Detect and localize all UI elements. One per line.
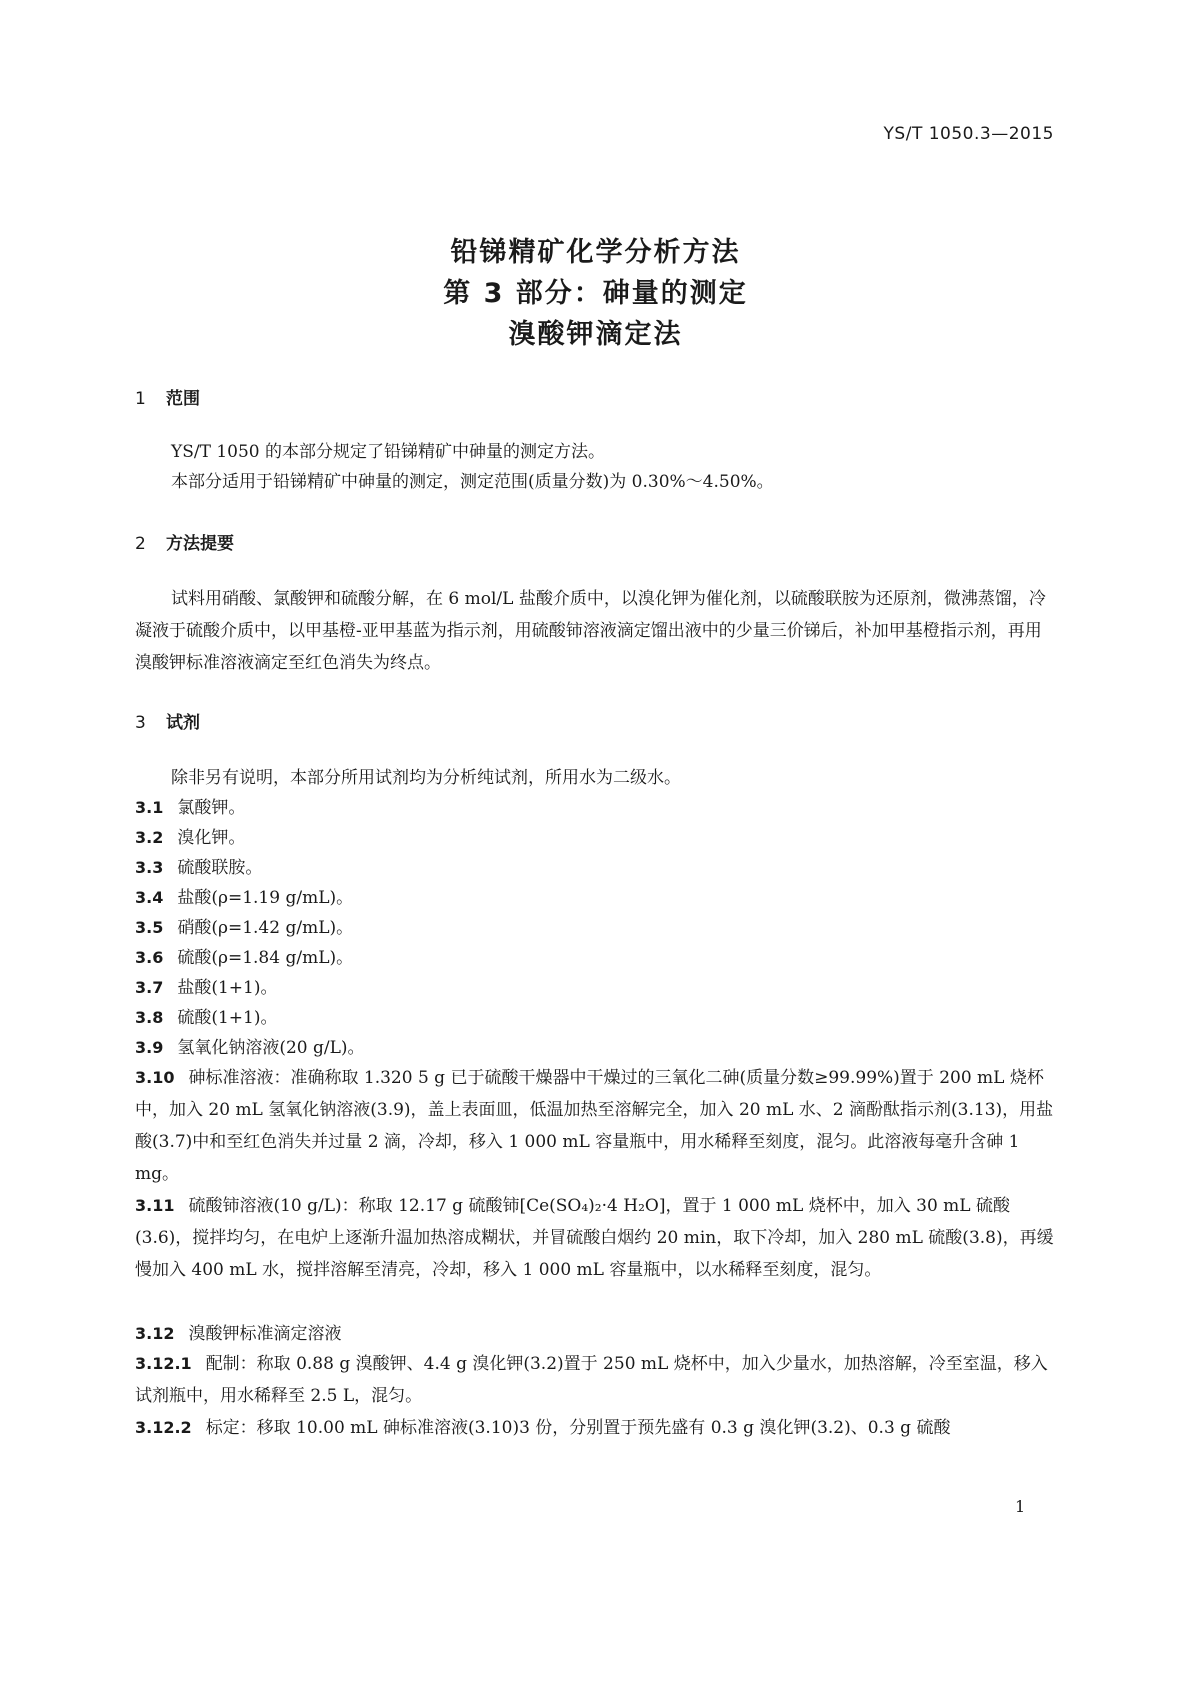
- item-label: 3.4: [135, 888, 164, 907]
- reagents-intro: 除非另有说明，本部分所用试剂均为分析纯试剂，所用水为二级水。: [171, 768, 681, 788]
- item-text: 硫酸(1+1)。: [177, 1008, 278, 1028]
- document-title: 铅锑精矿化学分析方法: [450, 237, 741, 268]
- item-text: 氯酸钾。: [177, 798, 246, 818]
- reagent-item-cerium-sulfate: [135, 1190, 1057, 1286]
- section-number: 2: [135, 534, 146, 554]
- item-label: 3.7: [135, 978, 164, 997]
- item-label: 3.12.2: [135, 1418, 192, 1437]
- reagent-item: [135, 1032, 1057, 1064]
- item-label: 3.12: [135, 1324, 175, 1343]
- item-text: 溴酸钾标准滴定溶液: [188, 1324, 342, 1344]
- section-title: 范围: [166, 389, 200, 409]
- item-label: 3.9: [135, 1038, 164, 1057]
- item-label: 3.11: [135, 1196, 175, 1215]
- item-label: 3.12.1: [135, 1354, 192, 1373]
- section-number: 1: [135, 389, 146, 409]
- item-text: 硫酸(ρ=1.84 g/mL)。: [177, 948, 354, 968]
- reagent-item: [135, 882, 1057, 914]
- item-label: 3.6: [135, 948, 164, 967]
- item-text: 硫酸联胺。: [177, 858, 263, 878]
- item-text: 砷标准溶液：准确称取 1.320 5 g 已于硫酸干燥器中干燥过的三氧化二砷(质量分数≥99.99%)置于 200 mL 烧杯中，加入 20 mL 氢氧化钠溶液(3.9)，盖上表面皿，低温加热至溶解完全，加入 20 mL 水、2 滴酚酞指示剂(3.13)，用盐酸(3.7)中和至红色消失并过量 2 滴，冷却，移入 1 000 mL 容量瓶中，用水稀释至刻度，混匀。此溶液每毫升含砷 1 mg。: [135, 1068, 1054, 1184]
- section-heading-method-summary: [135, 529, 234, 554]
- page-number: 1: [1015, 1497, 1026, 1516]
- reagent-item: [135, 792, 1057, 824]
- section-number: 3: [135, 713, 146, 733]
- item-text: 硫酸铈溶液(10 g/L)：称取 12.17 g 硫酸铈[Ce(SO₄)₂·4 H₂O]，置于 1 000 mL 烧杯中，加入 30 mL 硫酸(3.6)，搅拌均匀，在电炉上逐渐升温加热溶成糊状，并冒硫酸白烟约 20 min，取下冷却，加入 280 mL 硫酸(3.8)，再缓慢加入 400 mL 水，搅拌溶解至清亮，冷却，移入 1 000 mL 容量瓶中，以水稀释至刻度，混匀。: [135, 1196, 1054, 1280]
- item-label: 3.3: [135, 858, 164, 877]
- document-subtitle: 第 3 部分：砷量的测定: [443, 278, 748, 309]
- reagent-item-standardization: [135, 1412, 1057, 1444]
- standard-code: YS/T 1050.3—2015: [883, 124, 1054, 144]
- item-text: 硝酸(ρ=1.42 g/mL)。: [177, 918, 354, 938]
- scope-paragraph-2: 本部分适用于铅锑精矿中砷量的测定，测定范围(质量分数)为 0.30%～4.50%。: [171, 472, 774, 492]
- section-title: 试剂: [166, 713, 200, 733]
- item-text: 盐酸(1+1)。: [177, 978, 278, 998]
- item-label: 3.5: [135, 918, 164, 937]
- reagent-item-arsenic-standard: [135, 1062, 1057, 1190]
- reagent-item: [135, 972, 1057, 1004]
- document-method-title: 溴酸钾滴定法: [508, 319, 683, 350]
- item-text: 配制：称取 0.88 g 溴酸钾、4.4 g 溴化钾(3.2)置于 250 mL 烧杯中，加入少量水，加热溶解，冷至室温，移入试剂瓶中，用水稀释至 2.5 L，混匀。: [135, 1354, 1048, 1406]
- scope-paragraph-1: YS/T 1050 的本部分规定了铅锑精矿中砷量的测定方法。: [171, 442, 606, 462]
- item-text: 溴化钾。: [177, 828, 246, 848]
- reagent-item: [135, 912, 1057, 944]
- item-label: 3.10: [135, 1068, 175, 1087]
- reagent-item: [135, 852, 1057, 884]
- reagent-item-preparation: [135, 1348, 1057, 1412]
- item-label: 3.2: [135, 828, 164, 847]
- method-summary-paragraph: 试料用硝酸、氯酸钾和硫酸分解，在 6 mol/L 盐酸介质中，以溴化钾为催化剂，以硫酸联胺为还原剂，微沸蒸馏，冷凝液于硫酸介质中，以甲基橙-亚甲基蓝为指示剂，用硫酸铈溶液滴定馏出液中的少量三价锑后，补加甲基橙指示剂，再用溴酸钾标准溶液滴定至红色消失为终点。: [135, 589, 1046, 673]
- section-heading-reagents: [135, 708, 200, 733]
- item-text: 盐酸(ρ=1.19 g/mL)。: [177, 888, 354, 908]
- section-heading-scope: [135, 384, 200, 409]
- reagent-item: [135, 822, 1057, 854]
- reagent-item: [135, 1002, 1057, 1034]
- item-label: 3.1: [135, 798, 164, 817]
- item-text: 氢氧化钠溶液(20 g/L)。: [177, 1038, 365, 1058]
- reagent-item: [135, 942, 1057, 974]
- item-text: 标定：移取 10.00 mL 砷标准溶液(3.10)3 份，分别置于预先盛有 0.3 g 溴化钾(3.2)、0.3 g 硫酸: [205, 1418, 951, 1438]
- reagent-item: [135, 1318, 1057, 1350]
- item-label: 3.8: [135, 1008, 164, 1027]
- section-title: 方法提要: [166, 534, 234, 554]
